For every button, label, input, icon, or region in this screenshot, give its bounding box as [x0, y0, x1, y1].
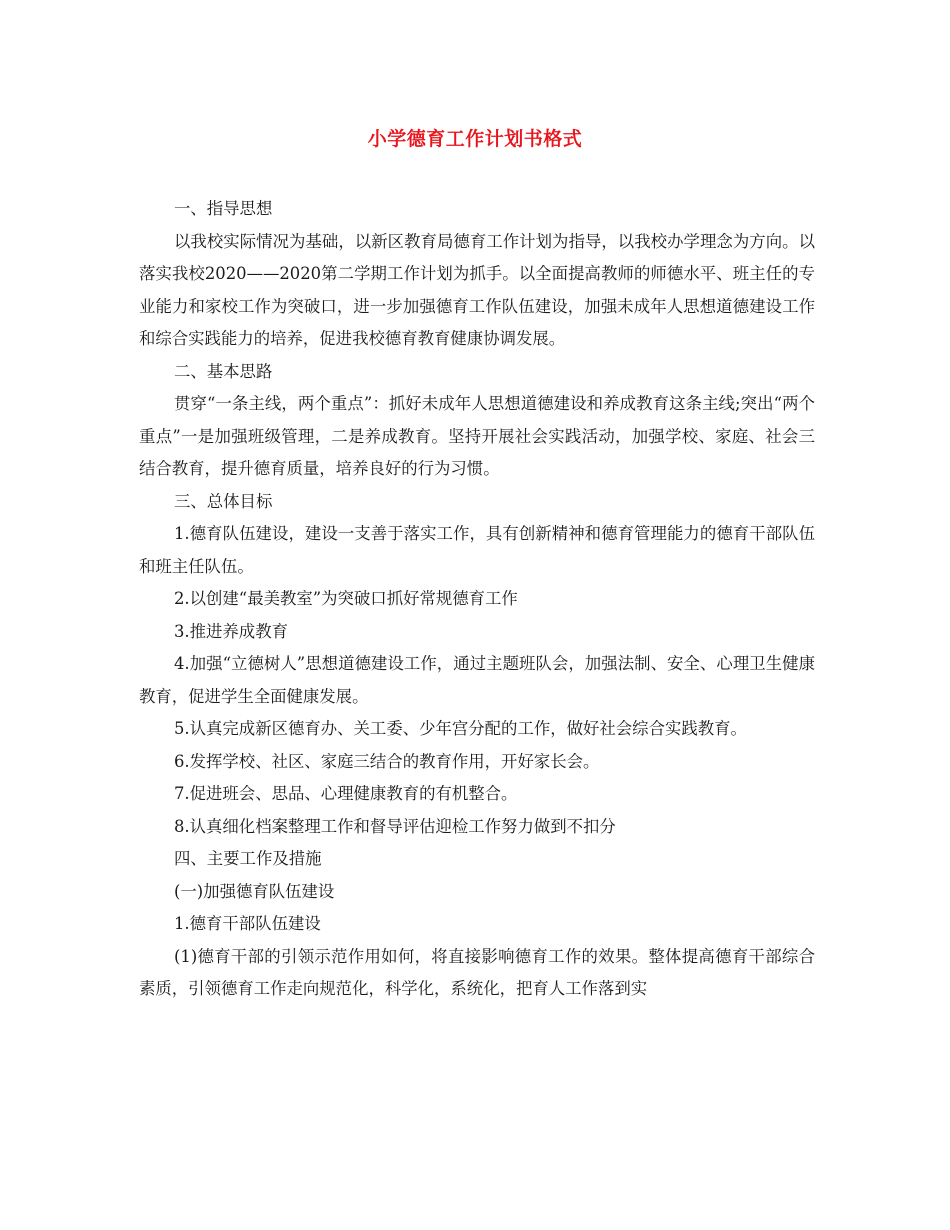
section-heading: 二、基本思路	[174, 361, 273, 381]
section-heading: 三、总体目标	[174, 491, 273, 511]
list-item: 3.推进养成教育	[174, 621, 288, 641]
section-heading: 一、指导思想	[174, 199, 273, 218]
section-heading: 四、主要工作及措施	[174, 849, 322, 868]
paragraph: 以我校实际情况为基础，以新区教育局德育工作计划为指导，以我校办学理念为方向。以落实我校2020——2020第二学期工作计划为抓手。以全面提高教师的师德水平、班主任的专业能力和家校工作为突破口，进一步加强德育工作队伍建设，加强未成年人思想道德建设工作和综合实践能力的培养，促进我校德育教育健康协调发展。	[139, 231, 815, 348]
paragraph: 贯穿“一条主线，两个重点”：抓好未成年人思想道德建设和养成教育这条主线;突出“两个重点”一是加强班级管理，二是养成教育。坚持开展社会实践活动，加强学校、家庭、社会三结合教育，提升德育质量，培养良好的行为习惯。	[139, 394, 815, 478]
list-item: 6.发挥学校、社区、家庭三结合的教育作用，开好家长会。	[174, 751, 600, 771]
list-item: 2.以创建“最美教室”为突破口抓好常规德育工作	[174, 589, 518, 608]
list-item: 8.认真细化档案整理工作和督导评估迎检工作努力做到不扣分	[174, 816, 616, 836]
subsection-heading: (一)加强德育队伍建设	[174, 881, 335, 901]
document-title: 小学德育工作计划书格式	[367, 128, 583, 150]
subsection-heading: 1.德育干部队伍建设	[174, 914, 321, 933]
list-item: 4.加强“立德树人”思想道德建设工作，通过主题班队会，加强法制、安全、心理卫生健康教育，促进学生全面健康发展。	[139, 654, 815, 706]
list-item: 1.德育队伍建设，建设一支善于落实工作，具有创新精神和德育管理能力的德育干部队伍和班主任队伍。	[139, 524, 815, 576]
list-item: 7.促进班会、思品、心理健康教育的有机整合。	[174, 784, 518, 803]
list-item: 5.认真完成新区德育办、关工委、少年宫分配的工作，做好社会综合实践教育。	[174, 719, 747, 738]
document-body	[139, 193, 815, 1006]
paragraph: (1)德育干部的引领示范作用如何，将直接影响德育工作的效果。整体提高德育干部综合素质，引领德育工作走向规范化，科学化，系统化，把育人工作落到实	[139, 946, 815, 998]
